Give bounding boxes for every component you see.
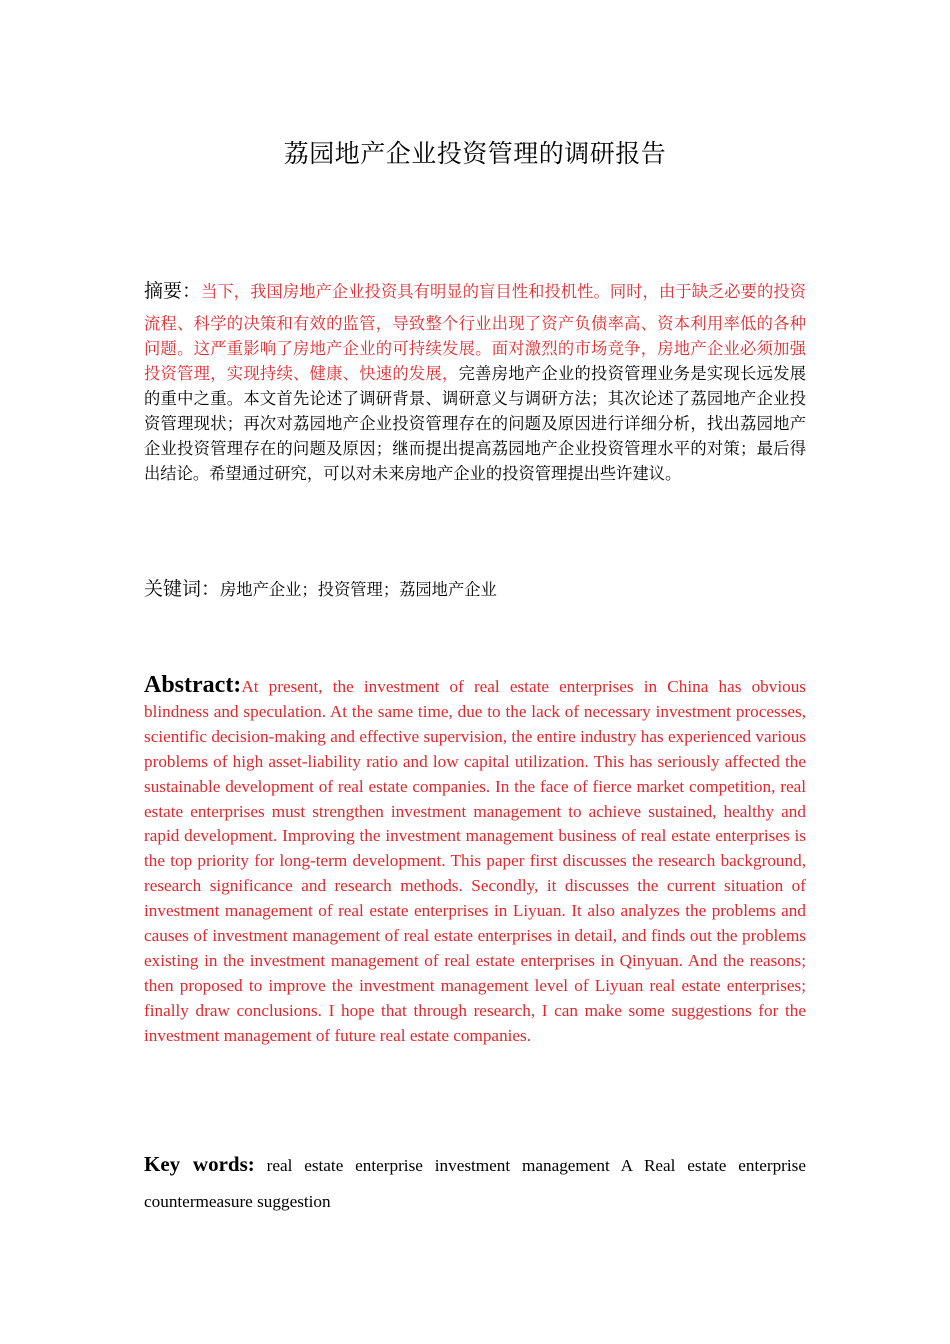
document-title: 荔园地产企业投资管理的调研报告: [283, 139, 667, 168]
english-keywords-label: Key words:: [144, 1152, 255, 1176]
english-abstract-label: Abstract:: [144, 672, 242, 698]
english-abstract-text: At present, the investment of real estate enterprises in China has obvious blindness and speculation. At the same time, due to the lack of necessary investment processes, scientific decision-making and effective supervision, the entire industry has experienced various problems of high asset-liability ratio and low capital utilization. This has seriously affected the sustainable development of real estate companies. In the face of fierce market competition, real estate enterprises must strengthen investment management to achieve sustained, healthy and rapid development. Improving the investment management business of real estate enterprises is the top priority for long-term development. This paper first discusses the research background, research significance and research methods. Secondly, it discusses the current situation of investment management of real estate enterprises in Liyuan. It also analyzes the problems and causes of investment management of real estate enterprises in detail, and finds out the problems existing in the investment management of real estate enterprises in Qinyuan. And the reasons; then proposed to improve the investment management level of Liyuan real estate enterprises; finally draw conclusions. I hope that through research, I can make some suggestions for the investment management of future real estate companies.: [144, 677, 806, 1045]
chinese-abstract-highlighted-text: 当下，我国房地产企业投资具有明显的盲目性和投机性。同时，由于缺乏必要的投资流程、科学的决策和有效的监管，导致整个行业出现了资产负债率高、资本利用率低的各种问题。这严重影响了房地产企业的可持续发展。面对激烈的市场竞争，房地产企业必须加强投资管理，实现持续、健康、快速的发展，: [144, 282, 806, 383]
english-keywords-text: real estate enterprise investment management A Real estate enterprise countermeasure suggestion: [144, 1156, 806, 1211]
chinese-abstract-first-line: [144, 279, 201, 304]
chinese-abstract-body-text: 完善房地产企业的投资管理业务是实现长远发展的重中之重。本文首先论述了调研背景、调研意义与调研方法；其次论述了荔园地产企业投资管理现状；再次对荔园地产企业投资管理存在的问题及原因进行详细分析，找出荔园地产企业投资管理存在的问题及原因；继而提出提高荔园地产企业投资管理水平的对策；最后得出结论。希望通过研究，可以对未来房地产企业的投资管理提出些许建议。: [144, 364, 806, 483]
chinese-abstract: [144, 279, 806, 486]
chinese-keywords-text: 房地产企业；投资管理；荔园地产企业: [220, 580, 497, 599]
english-keywords: [144, 1146, 806, 1220]
chinese-keywords: [144, 577, 806, 602]
english-abstract: [144, 673, 806, 1049]
chinese-keywords-label: 关键词：: [144, 578, 221, 600]
chinese-abstract-label: 摘要：: [144, 280, 202, 302]
